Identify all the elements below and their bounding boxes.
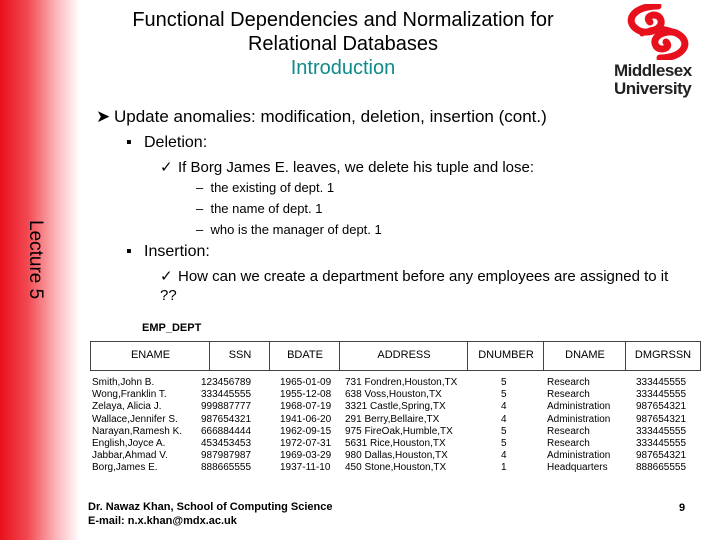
table-column: 731 Fondren,Houston,TX 638 Voss,Houston,TX 3321 Castle,Spring,TX 291 Berry,Bellaire,TX 975 FireOak,Humble,TX 5631 Rice,Houston,TX 980 Dallas,Houston,TX 450 Stone,Houston,TX — [345, 377, 458, 474]
column-header: DNUMBER — [467, 341, 545, 371]
table-column: Smith,John B. Wong,Franklin T. Zelaya, Alicia J. Wallace,Jennifer S. Narayan,Ramesh K. English,Joyce A. Jabbar,Ahmad V. Borg,James E. — [92, 377, 183, 474]
university-logo — [608, 4, 708, 102]
column-header: ADDRESS — [339, 341, 469, 371]
main-bullet: ➤ Update anomalies: modification, deletion, insertion (cont.) — [96, 107, 547, 126]
page-number: 9 — [679, 502, 686, 514]
square-bullet-icon: ▪ — [126, 134, 132, 151]
column-header: BDATE — [269, 341, 341, 371]
title-line-1: Functional Dependencies and Normalization for — [132, 9, 554, 31]
table-column: 333445555 333445555 987654321 987654321 333445555 333445555 987654321 888665555 — [636, 377, 687, 474]
insertion-bullet: ▪ Insertion: — [126, 243, 210, 260]
title-line-2: Relational Databases — [247, 33, 439, 55]
table-column: 1965-01-09 1955-12-08 1968-07-19 1941-06-20 1962-09-15 1972-07-31 1969-03-29 1937-11-10 — [280, 377, 332, 474]
check-bullet-icon: ✓ — [160, 159, 173, 176]
logo-text: Middlesex University — [614, 61, 692, 98]
check-bullet-icon: ✓ — [160, 268, 173, 285]
title-subtitle: Introduction — [290, 57, 396, 79]
table-column: Research Research Administration Administration Research Research Administration Headquarters — [547, 377, 611, 474]
deletion-bullet: ▪ Deletion: — [126, 134, 208, 151]
table-column: 123456789 333445555 999887777 987654321 666884444 453453453 987987987 888665555 — [201, 377, 252, 474]
slide-title — [100, 8, 586, 80]
deletion-text: ✓ If Borg James E. leaves, we delete his tuple and lose: — [160, 159, 535, 176]
arrow-bullet-icon: ➤ — [96, 107, 111, 126]
insertion-text: ✓ How can we create a department before any employees are assigned to it ?? — [160, 268, 669, 304]
table-name: EMP_DEPT — [142, 322, 202, 334]
footer-credits: Dr. Nawaz Khan, School of Computing Science E-mail: n.x.khan@mdx.ac.uk — [88, 501, 333, 527]
deletion-item: – who is the manager of dept. 1 — [196, 222, 382, 237]
square-bullet-icon: ▪ — [126, 243, 132, 260]
column-header: ENAME — [90, 341, 211, 371]
middlesex-swirl-icon — [608, 4, 708, 60]
column-header: DMGRSSN — [625, 341, 701, 371]
lecture-label: Lecture 5 — [25, 220, 46, 300]
column-header: DNAME — [543, 341, 627, 371]
table-column: 5 5 4 4 5 5 4 1 — [501, 377, 507, 474]
deletion-item: – the existing of dept. 1 — [196, 180, 335, 195]
deletion-item: – the name of dept. 1 — [196, 201, 323, 216]
column-header: SSN — [209, 341, 271, 371]
